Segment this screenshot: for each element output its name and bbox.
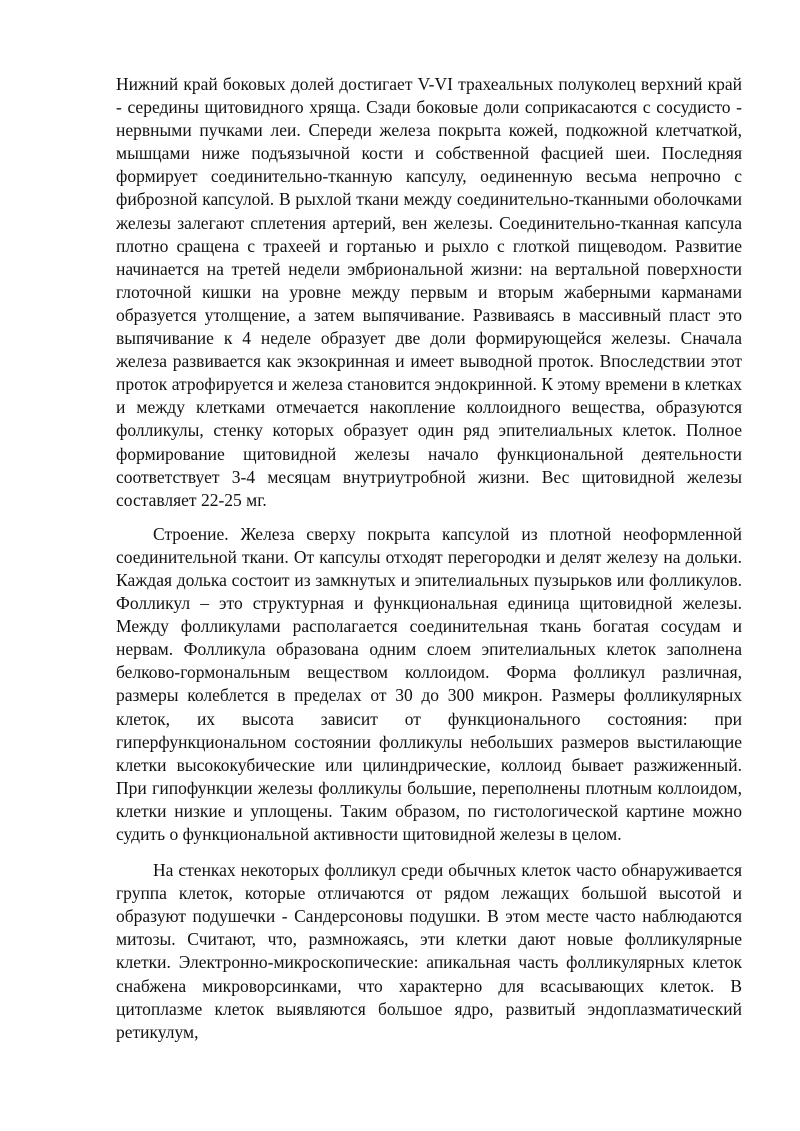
paragraph-development: Нижний край боковых долей достигает V-VI трахеальных полуколец верхний край - середины щитовидного хряща. Сзади боковые доли соприкасаются с сосудисто - нервными пучками леи. Спереди железа покрыта кожей, подкожной клетчаткой, мышцами ниже подъязычной кости и собственной фасцией шеи. Последняя формирует соединительно-тканную капсулу, оединенную весьма непрочно с фиброзной капсулой. В рыхлой ткани между соединительно-тканными оболочками железы залегают сплетения артерий, вен железы. Соединительно-тканная капсула плотно сращена с трахеей и гортанью и рыхло с глоткой пищеводом. Развитие начинается на третей недели эмбриональной жизни: на вертальной поверхности глоточной кишки на уровне между первым и вторым жаберными карманами образуется утолщение, а затем выпячивание. Развиваясь в массивный пласт это выпячивание к 4 неделе образует две доли формирующейся железы. Сначала железа развивается как экзокринная и имеет выводной проток. Впоследствии этот проток атрофируется и железа становится эндокринной. К этому времени в клетках и между клетками отмечается накопление коллоидного вещества, образуются фолликулы, стенку которых образует один ряд эпителиальных клеток. Полное формирование щитовидной железы начало функциональной деятельности соответствует 3-4 месяцам внутриутробной жизни. Вес щитовидной железы составляет 22-25 мг.	[116, 74, 742, 510]
paragraph-sanderson-cushions: На стенках некоторых фолликул среди обычных клеток часто обнаруживается группа клеток, которые отличаются от рядом лежащих большой высотой и образуют подушечки - Сандерсоновы подушки. В этом месте часто наблюдаются митозы. Считают, что, размножаясь, эти клетки дают новые фолликулярные клетки. Электронно-микроскопические: апикальная часть фолликулярных клеток снабжена микроворсинками, что характерно для всасывающих клеток. В цитоплазме клеток выявляются большое ядро, развитый эндоплазматический ретикулум,	[116, 860, 742, 1042]
paragraph-structure: Строение. Железа сверху покрыта капсулой из плотной неоформленной соединительной ткани. От капсулы отходят перегородки и делят железу на дольки. Каждая долька состоит из замкнутых и эпителиальных пузырьков или фолликулов. Фолликул – это структурная и функциональная единица щитовидной железы. Между фолликулами располагается соединительная ткань богатая сосудам и нервам. Фолликула образована одним слоем эпителиальных клеток заполнена белково-гормональным веществом коллоидом. Форма фолликул различная, размеры колеблется в пределах от 30 до 300 микрон. Размеры фолликулярных клеток, их высота зависит от функционального состояния: при гиперфункциональном состоянии фолликулы небольших размеров выстилающие клетки высококубические или цилиндрические, коллоид бывает разжиженный. При гипофункции железы фолликулы большие, переполнены плотным коллоидом, клетки низкие и уплощены. Таким образом, по гистологической картине можно судить о функциональной активности щитовидной железы в целом.	[116, 523, 742, 844]
document-page	[116, 73, 742, 1044]
